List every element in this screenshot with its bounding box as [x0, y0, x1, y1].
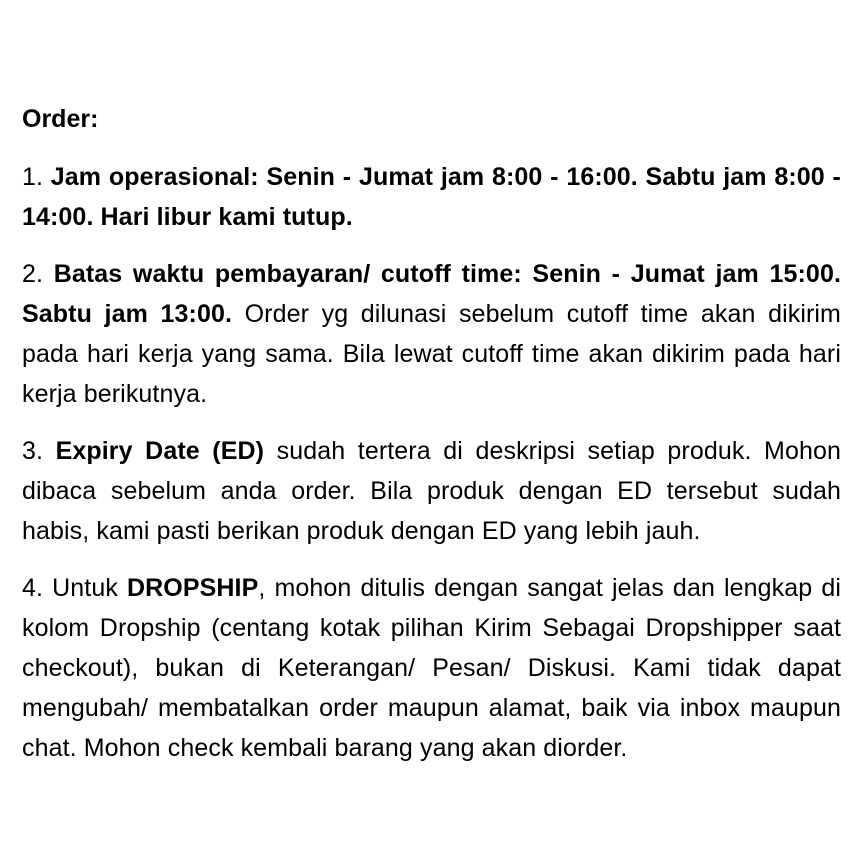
order-term-2 — [22, 254, 841, 414]
term-1-emphasis: Jam operasional: Senin - Jumat jam 8:00 - 16:00. Sabtu jam 8:00 - 14:00. Hari libur kami tutup. — [22, 163, 841, 231]
order-heading: Order: — [22, 105, 99, 133]
term-2-emphasis: Batas waktu pembayaran/ cutoff time: Senin - Jumat jam 15:00. Sabtu jam 13:00. — [22, 260, 841, 328]
term-4-number: 4. Untuk — [22, 574, 127, 602]
order-term-4 — [22, 568, 841, 768]
order-term-1 — [22, 157, 841, 237]
order-term-3 — [22, 431, 841, 551]
term-4-emphasis: DROPSHIP — [126, 574, 259, 602]
term-2-number: 2. — [22, 260, 54, 288]
term-2-text: Order yg dilunasi sebelum cutoff time akan dikirim pada hari kerja yang sama. Bila lewat cutoff time akan dikirim pada hari kerja berikutnya. — [22, 300, 841, 408]
term-3-number: 3. — [22, 437, 56, 465]
term-3-emphasis: Expiry Date (ED) — [55, 437, 265, 465]
term-1-number: 1. — [22, 163, 51, 191]
term-4-text: , mohon ditulis dengan sangat jelas dan lengkap di kolom Dropship (centang kotak pilihan Kirim Sebagai Dropshipper saat checkout), bukan di Keterangan/ Pesan/ Diskusi. Kami tidak dapat mengubah/ membatalkan order maupun alamat, baik via inbox maupun chat. Mohon check kembali barang yang akan diorder. — [22, 574, 841, 762]
term-3-text: sudah tertera di deskripsi setiap produk. Mohon dibaca sebelum anda order. Bila produk dengan ED tersebut sudah habis, kami pasti berikan produk dengan ED yang lebih jauh. — [22, 437, 841, 545]
